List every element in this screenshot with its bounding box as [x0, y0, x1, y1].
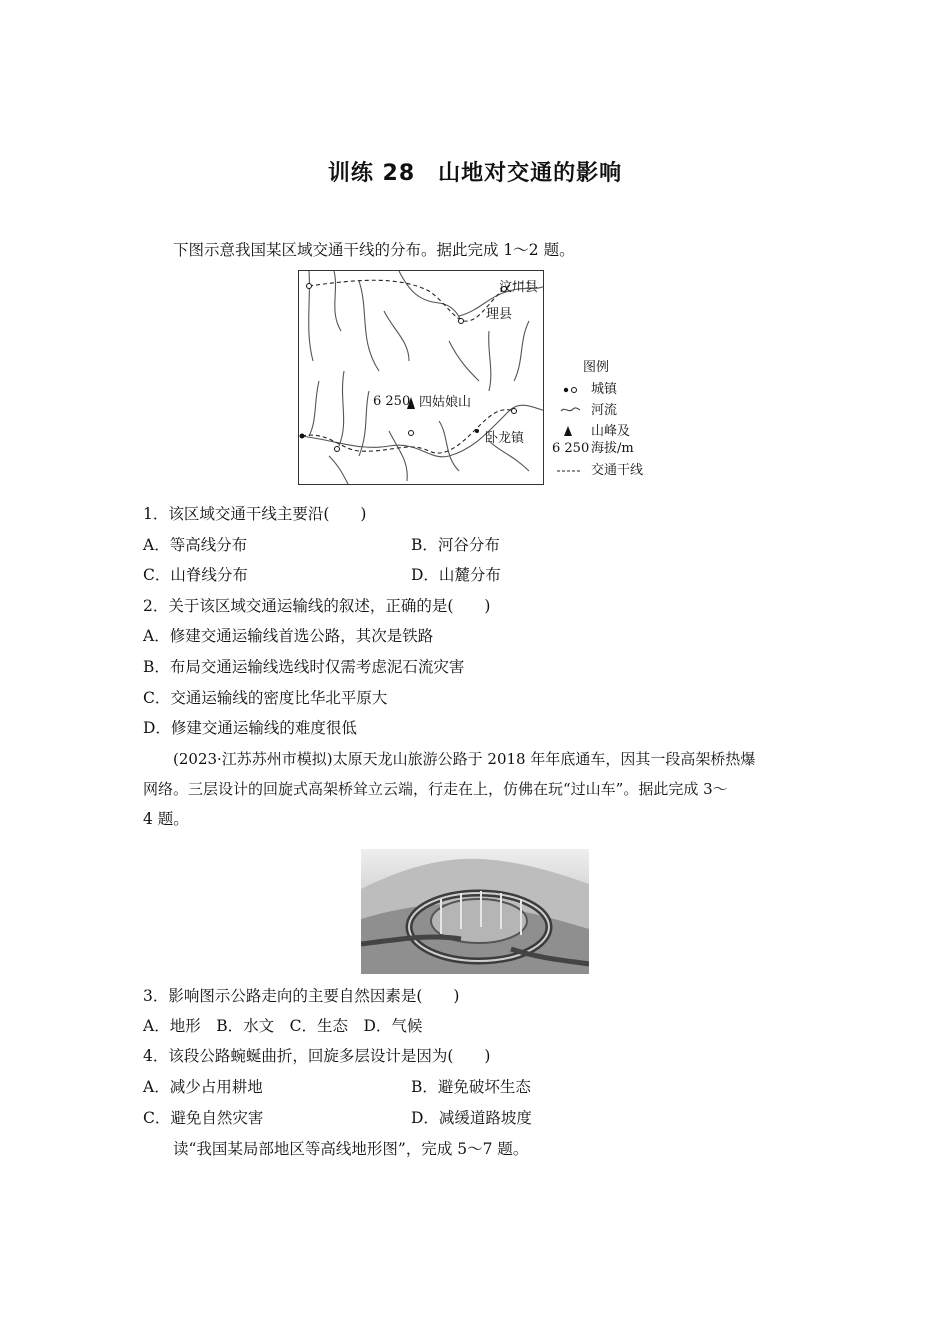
legend-title: 图例 [583, 360, 610, 375]
town-marker [512, 409, 517, 414]
town-icon [572, 388, 577, 393]
legend-town: 城镇 [591, 382, 618, 397]
town-marker [475, 429, 479, 433]
map-label-lixian: 理县 [486, 307, 513, 322]
river-line [384, 311, 409, 361]
q2-stem: 2．关于该区域交通运输线的叙述，正确的是( ) [143, 597, 491, 615]
intro-q3-4-line1: (2023·江苏苏州市模拟)太原天龙山旅游公路于 2018 年年底通车，因其一段高架桥热爆 [173, 750, 756, 768]
river-line [399, 271, 461, 321]
viaduct-photo [361, 849, 589, 974]
river-line [449, 341, 479, 381]
intro-q5-7: 读“我国某局部地区等高线地形图”，完成 5～7 题。 [173, 1140, 529, 1158]
q4-stem: 4．该段公路蜿蜒曲折，回旋多层设计是因为( ) [143, 1047, 491, 1065]
town-marker [335, 447, 340, 452]
intro-q3-4-line3: 4 题。 [143, 810, 189, 828]
legend-road: 交通干线 [591, 463, 644, 478]
town-marker [409, 431, 414, 436]
intro-q3-4-line2: 网络。三层设计的回旋式高架桥耸立云端，行走在上，仿佛在玩“过山车”。据此完成 3～ [143, 780, 728, 798]
q2-option-b: B．布局交通运输线选线时仅需考虑泥石流灾害 [143, 658, 465, 676]
q4-option-c: C．避免自然灾害 [143, 1109, 264, 1127]
river-line [514, 321, 529, 381]
river-line [489, 331, 491, 391]
legend-river: 河流 [591, 403, 618, 418]
river-line [334, 271, 341, 331]
river-line [309, 381, 319, 436]
river-line [339, 371, 344, 446]
town-marker [459, 319, 464, 324]
q1-option-d: D．山麓分布 [411, 566, 501, 584]
q4-option-d: D．减缓道路坡度 [411, 1109, 532, 1127]
intro-q1-2: 下图示意我国某区域交通干线的分布。据此完成 1～2 题。 [173, 241, 575, 259]
peak-icon [564, 426, 572, 436]
river-line [359, 281, 379, 371]
legend-peak-line2: 海拔/m [591, 441, 634, 456]
q3-options: A．地形 B．水文 C．生态 D．气候 [143, 1017, 423, 1035]
town-marker [300, 434, 305, 439]
map-label-peak-name: 四姑娘山 [419, 395, 472, 410]
q1-option-c: C．山脊线分布 [143, 566, 248, 584]
river-line [439, 421, 459, 471]
q4-option-b: B．避免破坏生态 [411, 1078, 531, 1096]
legend-peak-line1: 山峰及 [591, 424, 631, 439]
q1-option-a: A．等高线分布 [143, 536, 248, 554]
viaduct-drawing [361, 849, 589, 974]
river-line [389, 431, 407, 481]
map-label-peak-alt: 6 250 [373, 394, 411, 409]
q2-option-c: C．交通运输线的密度比华北平原大 [143, 689, 388, 707]
q3-stem: 3．影响图示公路走向的主要自然因素是( ) [143, 987, 460, 1005]
transport-map [298, 270, 544, 485]
map-label-wenchuan: 汶川县 [499, 280, 539, 295]
river-icon [561, 408, 580, 411]
town-marker [307, 284, 312, 289]
q1-stem: 1．该区域交通干线主要沿( ) [143, 505, 367, 523]
map-drawing [299, 271, 544, 485]
town-icon [564, 388, 568, 392]
page-title: 训练 28 山地对交通的影响 [327, 161, 623, 186]
map-label-wolong: 卧龙镇 [485, 431, 525, 446]
q2-option-d: D．修建交通运输线的难度很低 [143, 719, 357, 737]
legend-symbols [555, 360, 585, 485]
river-line [329, 456, 349, 485]
q4-option-a: A．减少占用耕地 [143, 1078, 263, 1096]
legend-peak-alt: 6 250 [552, 441, 590, 456]
q1-option-b: B．河谷分布 [411, 536, 500, 554]
map-legend [552, 360, 665, 485]
q2-option-a: A．修建交通运输线首选公路，其次是铁路 [143, 627, 434, 645]
